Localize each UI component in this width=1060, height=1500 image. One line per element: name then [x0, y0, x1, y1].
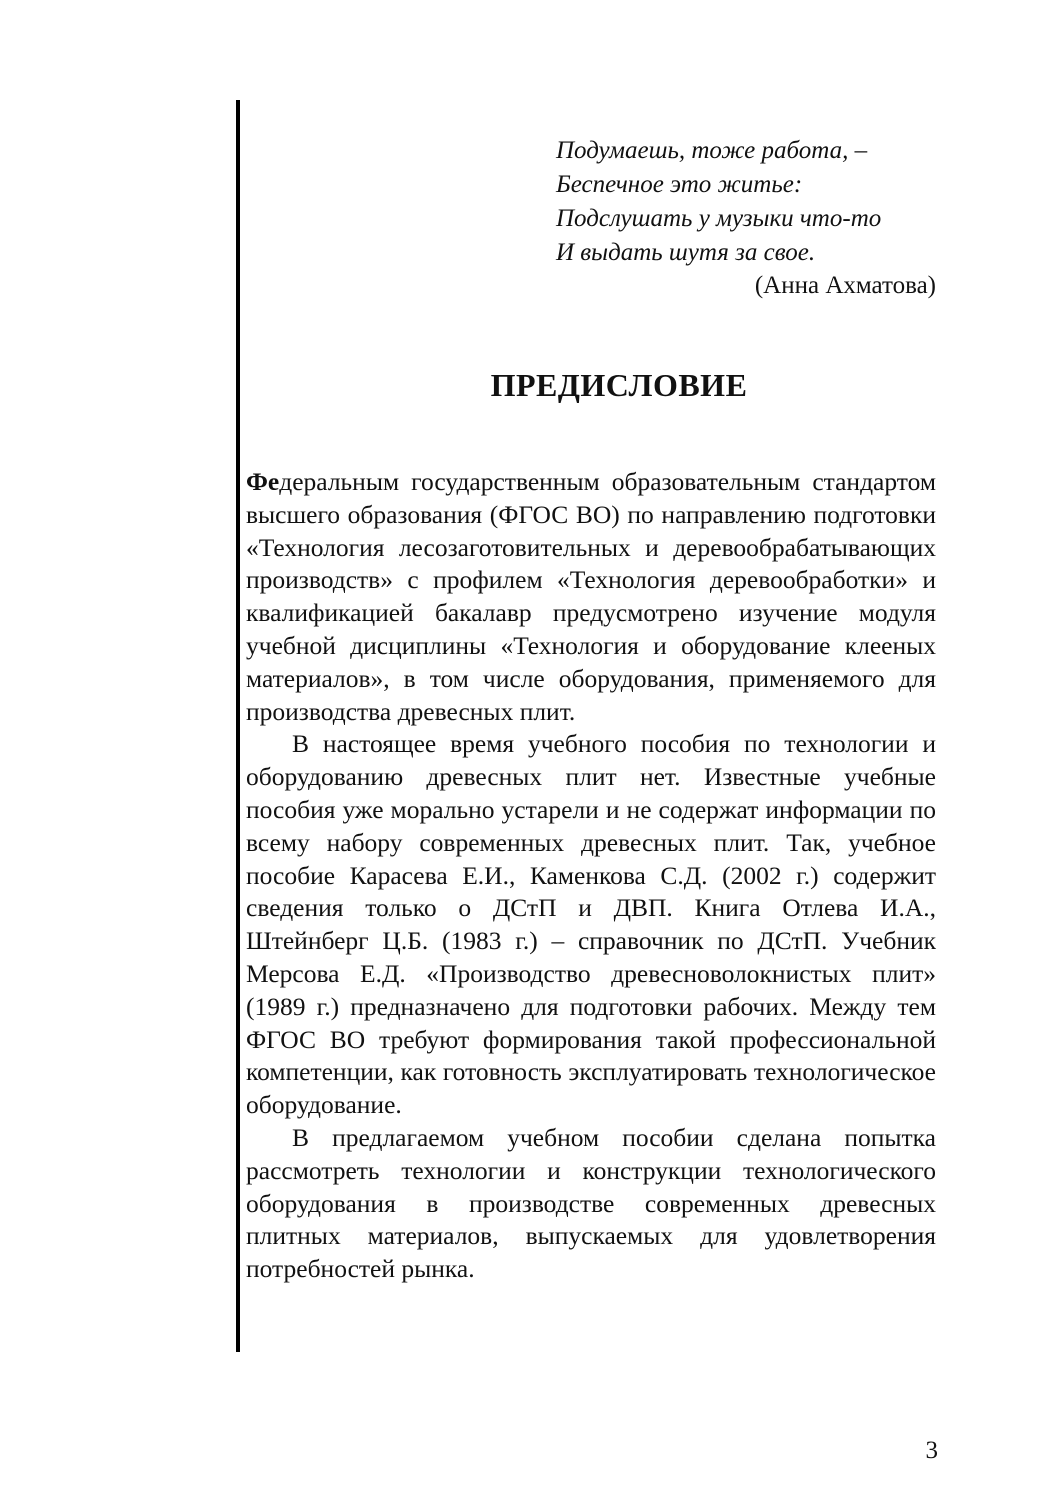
margin-rule [236, 100, 240, 1352]
paragraph-2: В настоящее время учебного пособия по технологии и оборудованию древесных плит нет. Известные учебные пособия уже морально устарели и не содержат информации по всему набору современных древесных плит. Так, учебное пособие Карасева Е.И., Каменкова С.Д. (2002 г.) содержит сведения только о ДСтП и ДВП. Книга Отлева И.А., Штейнберг Ц.Б. (1983 г.) – справочник по ДСтП. Учебник Мерсова Е.Д. «Производство древесноволокнистых плит» (1989 г.) предназначено для подготовки рабочих. Между тем ФГОС ВО требуют формирования такой профессиональной компетенции, как готовность эксплуатировать технологическое оборудование. [246, 729, 936, 1120]
paragraph-text: деральным государственным образовательным стандартом высшего образования (ФГОС ВО) по направлению подготовки «Технология лесозаготовительных и деревообрабатывающих производств» с профилем «Технология деревообработки» и квалификацией бакалавр предусмотрено изучение модуля учебной дисциплины «Технология и оборудование клееных материалов», в том числе оборудования, применяемого для производства древесных плит. [246, 467, 936, 726]
paragraph-1 [246, 466, 936, 728]
page-number: 3 [925, 1437, 938, 1464]
epigraph-line: Подслушать у музыки что-то [556, 205, 882, 232]
epigraph-line: И выдать шутя за свое. [556, 239, 816, 266]
epigraph-line: Подумаешь, тоже работа, – [556, 137, 868, 164]
paragraph-3: В предлагаемом учебном пособии сделана попытка рассмотреть технологии и конструкции технологического оборудования в производстве современных древесных плитных материалов, выпускаемых для удовлетворения потребностей рынка. [246, 1122, 936, 1284]
epigraph-line: Беспечное это житье: [556, 171, 803, 198]
section-heading: ПРЕДИСЛОВИЕ [490, 367, 748, 403]
paragraph-lead: Фе [246, 467, 280, 496]
body-text [246, 466, 936, 1286]
epigraph [556, 134, 946, 302]
epigraph-author: (Анна Ахматова) [754, 272, 936, 299]
